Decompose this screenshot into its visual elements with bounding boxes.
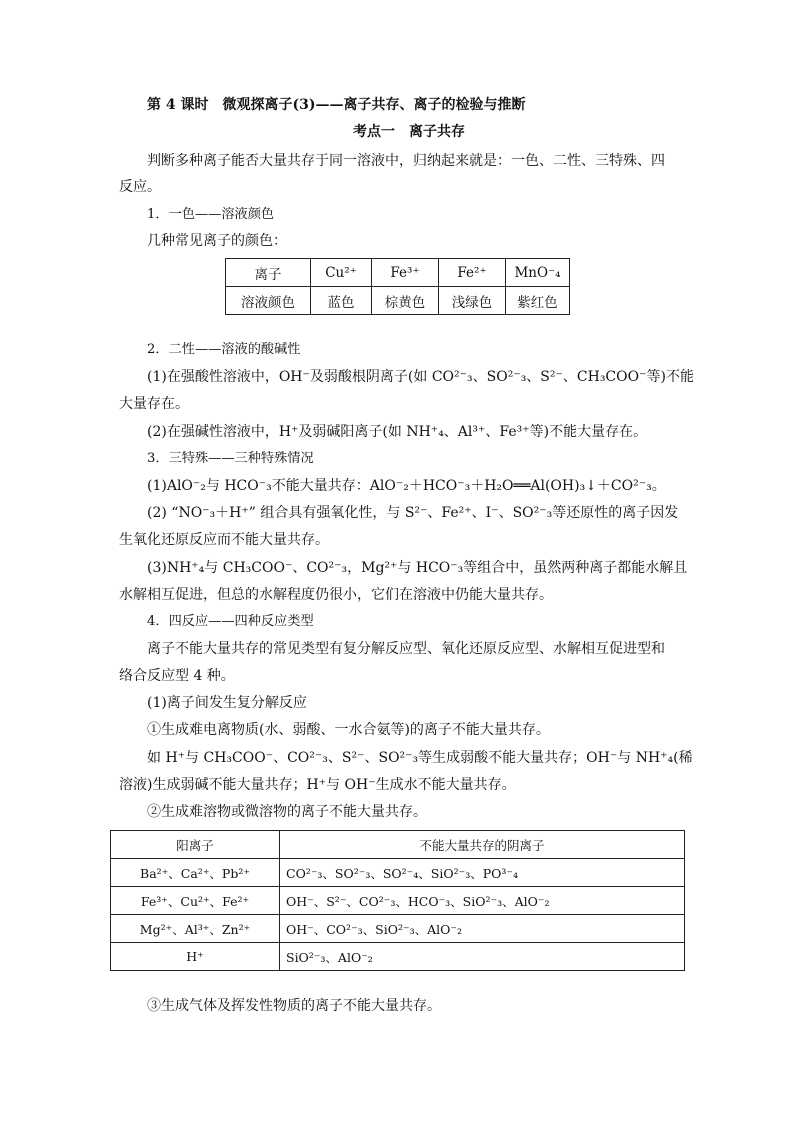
- table-row: [226, 259, 570, 287]
- table-cell: 溶液颜色: [226, 287, 311, 315]
- table-row: [111, 831, 685, 859]
- reaction-item-1-line-2: 溶液)生成弱碱不能大量共存；H⁺与 OH⁻生成水不能大量共存。: [119, 777, 516, 793]
- table-row: [226, 287, 570, 315]
- acid-line-1: (1)在强酸性溶液中，OH⁻及弱酸根阴离子(如 CO²⁻₃、SO²⁻₃、S²⁻、CH₃COO⁻等)不能: [147, 369, 694, 385]
- table-cell: CO²⁻₃、SO²⁻₃、SO²⁻₄、SiO²⁻₃、PO³⁻₄: [280, 859, 685, 887]
- table-cell: 浅绿色: [439, 287, 506, 315]
- lesson-title: 第 4 课时 微观探离子(3)——离子共存、离子的检验与推断: [147, 97, 526, 113]
- reaction-line-2: 络合反应型 4 种。: [119, 668, 235, 684]
- ion-table: [110, 830, 685, 971]
- table-cell: Mg²⁺、Al³⁺、Zn²⁺: [111, 915, 280, 943]
- special-line-5: 水解相互促进，但总的水解程度仍很小，它们在溶液中仍能大量共存。: [119, 587, 553, 603]
- table-cell: OH⁻、S²⁻、CO²⁻₃、HCO⁻₃、SiO²⁻₃、AlO⁻₂: [280, 887, 685, 915]
- table-row: [111, 859, 685, 887]
- table-cell: Ba²⁺、Ca²⁺、Pb²⁺: [111, 859, 280, 887]
- table-cell: Fe³⁺、Cu²⁺、Fe²⁺: [111, 887, 280, 915]
- table-cell: 离子: [226, 259, 311, 287]
- table-cell: SiO²⁻₃、AlO⁻₂: [280, 943, 685, 971]
- special-line-4: (3)NH⁺₄与 CH₃COO⁻、CO²⁻₃，Mg²⁺与 HCO⁻₃等组合中，虽然两种离子都能水解且: [147, 560, 688, 576]
- reaction-item-1-line-1: 如 H⁺与 CH₃COO⁻、CO²⁻₃、S²⁻、SO²⁻₃等生成弱酸不能大量共存；OH⁻与 NH⁺₄(稀: [147, 750, 693, 766]
- table-header-cell: 不能大量共存的阴离子: [280, 831, 685, 859]
- heading-color: 1．一色——溶液颜色: [147, 207, 275, 222]
- intro-line-1: 判断多种离子能否大量共存于同一溶液中，归纳起来就是：一色、二性、三特殊、四: [147, 153, 665, 169]
- intro-line-2: 反应。: [119, 179, 161, 195]
- table-cell: 棕黄色: [372, 287, 439, 315]
- table-cell: OH⁻、CO²⁻₃、SiO²⁻₃、AlO⁻₂: [280, 915, 685, 943]
- reaction-sub-1: (1)离子间发生复分解反应: [147, 695, 307, 711]
- base-line: (2)在强碱性溶液中，H⁺及弱碱阳离子(如 NH⁺₄、Al³⁺、Fe³⁺等)不能大量存在。: [147, 424, 648, 440]
- table-cell: Fe²⁺: [439, 259, 506, 287]
- table-cell: Cu²⁺: [311, 259, 372, 287]
- table-row: [111, 915, 685, 943]
- reaction-item-1: ①生成难电离物质(水、弱酸、一水合氨等)的离子不能大量共存。: [147, 722, 550, 738]
- special-line-3: 生氧化还原反应而不能大量共存。: [119, 532, 329, 548]
- special-line-1: (1)AlO⁻₂与 HCO⁻₃不能大量共存：AlO⁻₂＋HCO⁻₃＋H₂O══Al(OH)₃↓＋CO²⁻₃。: [147, 478, 666, 494]
- reaction-item-2: ②生成难溶物或微溶物的离子不能大量共存。: [147, 804, 427, 820]
- section-title: 考点一 离子共存: [353, 124, 465, 140]
- heading-reactions: 4．四反应——四种反应类型: [147, 614, 314, 629]
- color-table: [225, 258, 570, 315]
- reaction-line-1: 离子不能大量共存的常见类型有复分解反应型、氧化还原反应型、水解相互促进型和: [147, 641, 665, 657]
- table-cell: H⁺: [111, 943, 280, 971]
- color-intro: 几种常见离子的颜色：: [147, 233, 287, 249]
- table-cell: 紫红色: [506, 287, 570, 315]
- special-line-2: (2) “NO⁻₃＋H⁺” 组合具有强氧化性，与 S²⁻、Fe²⁺、I⁻、SO²⁻₃等还原性的离子因发: [147, 505, 679, 521]
- table-cell: 蓝色: [311, 287, 372, 315]
- table-cell: Fe³⁺: [372, 259, 439, 287]
- heading-acidity: 2．二性——溶液的酸碱性: [147, 342, 301, 357]
- acid-line-2: 大量存在。: [119, 396, 189, 412]
- table-header-cell: 阳离子: [111, 831, 280, 859]
- table-row: [111, 943, 685, 971]
- table-row: [111, 887, 685, 915]
- table-cell: MnO⁻₄: [506, 259, 570, 287]
- reaction-item-3: ③生成气体及挥发性物质的离子不能大量共存。: [147, 998, 441, 1014]
- heading-special: 3．三特殊——三种特殊情况: [147, 451, 314, 466]
